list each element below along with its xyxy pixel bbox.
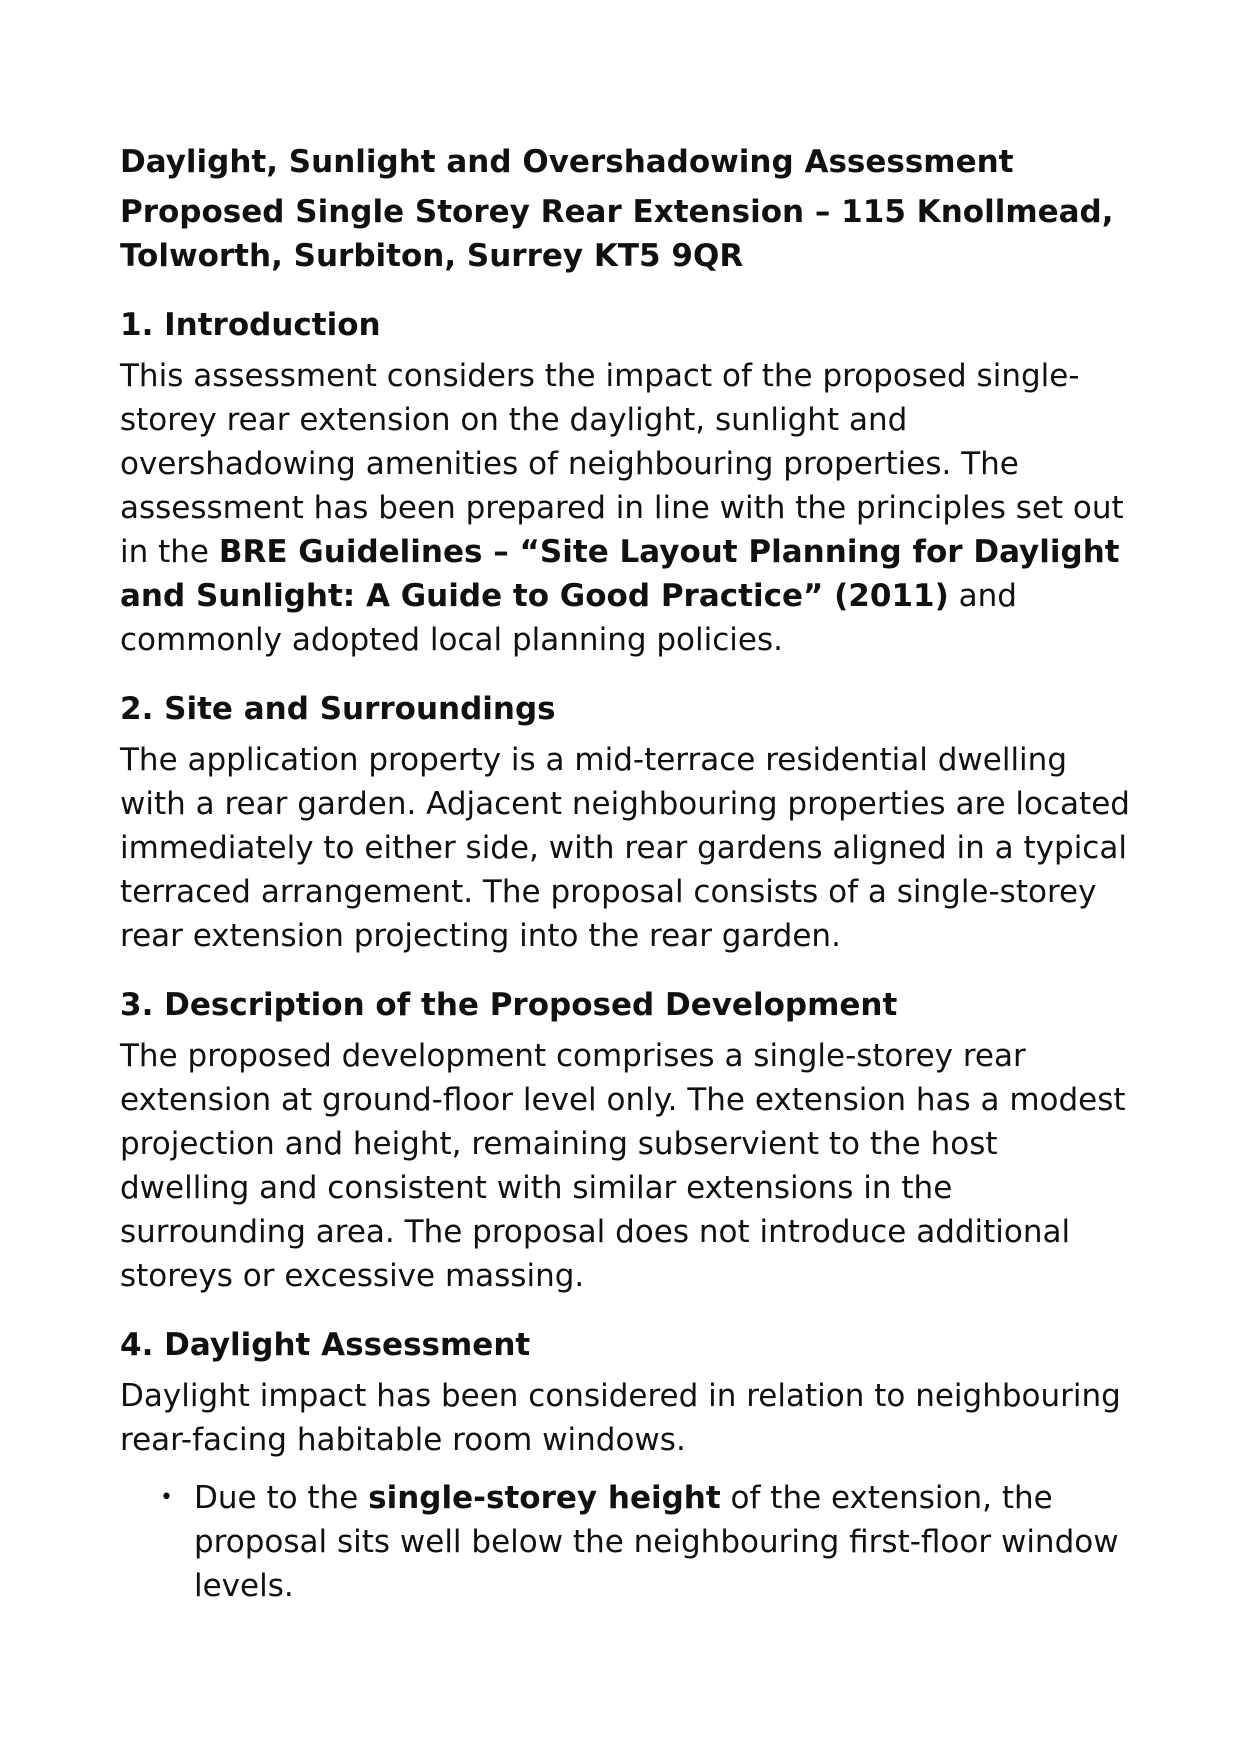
bullet-dot-icon: •: [160, 1485, 173, 1510]
section-heading-introduction: 1. Introduction: [120, 307, 381, 343]
daylight-bullet-list: [120, 1476, 1130, 1608]
document-page: [120, 140, 1130, 1608]
section-heading-daylight: 4. Daylight Assessment: [120, 1327, 531, 1363]
introduction-text-before: This assessment considers the impact of the proposed single-storey rear extension on the daylight, sunlight and overshadowing amenities of neighbouring properties. The assessment has been prepared in line with the principles set out in the: [120, 358, 1124, 570]
document-subtitle: Proposed Single Storey Rear Extension – 115 Knollmead, Tolworth, Surbiton, Surrey KT5 9QR: [120, 194, 1114, 274]
introduction-paragraph: [120, 354, 1130, 662]
bre-guidelines-reference: BRE Guidelines – “Site Layout Planning for Daylight and Sunlight: A Guide to Good Practice” (2011): [120, 534, 1120, 614]
bullet-text-bold: single-storey height: [368, 1480, 721, 1516]
introduction-text-after: and commonly adopted local planning policies.: [120, 578, 1017, 658]
bullet-text-after: of the extension, the proposal sits well below the neighbouring first-floor window levels.: [194, 1480, 1119, 1604]
daylight-paragraph: Daylight impact has been considered in relation to neighbouring rear-facing habitable room windows.: [120, 1378, 1121, 1458]
description-paragraph: The proposed development comprises a single-storey rear extension at ground-floor level only. The extension has a modest projection and height, remaining subservient to the host dwelling and consistent with similar extensions in the surrounding area. The proposal does not introduce additional storeys or excessive massing.: [120, 1038, 1126, 1294]
bullet-text-before: Due to the: [194, 1480, 369, 1516]
section-heading-site: 2. Site and Surroundings: [120, 691, 556, 727]
list-item: [160, 1476, 1130, 1608]
site-paragraph: The application property is a mid-terrace residential dwelling with a rear garden. Adjacent neighbouring properties are located immediately to either side, with rear gardens aligned in a typical terraced arrangement. The proposal consists of a single-storey rear extension projecting into the rear garden.: [120, 742, 1130, 954]
document-title: Daylight, Sunlight and Overshadowing Assessment: [120, 144, 1014, 180]
section-heading-description: 3. Description of the Proposed Development: [120, 987, 898, 1023]
